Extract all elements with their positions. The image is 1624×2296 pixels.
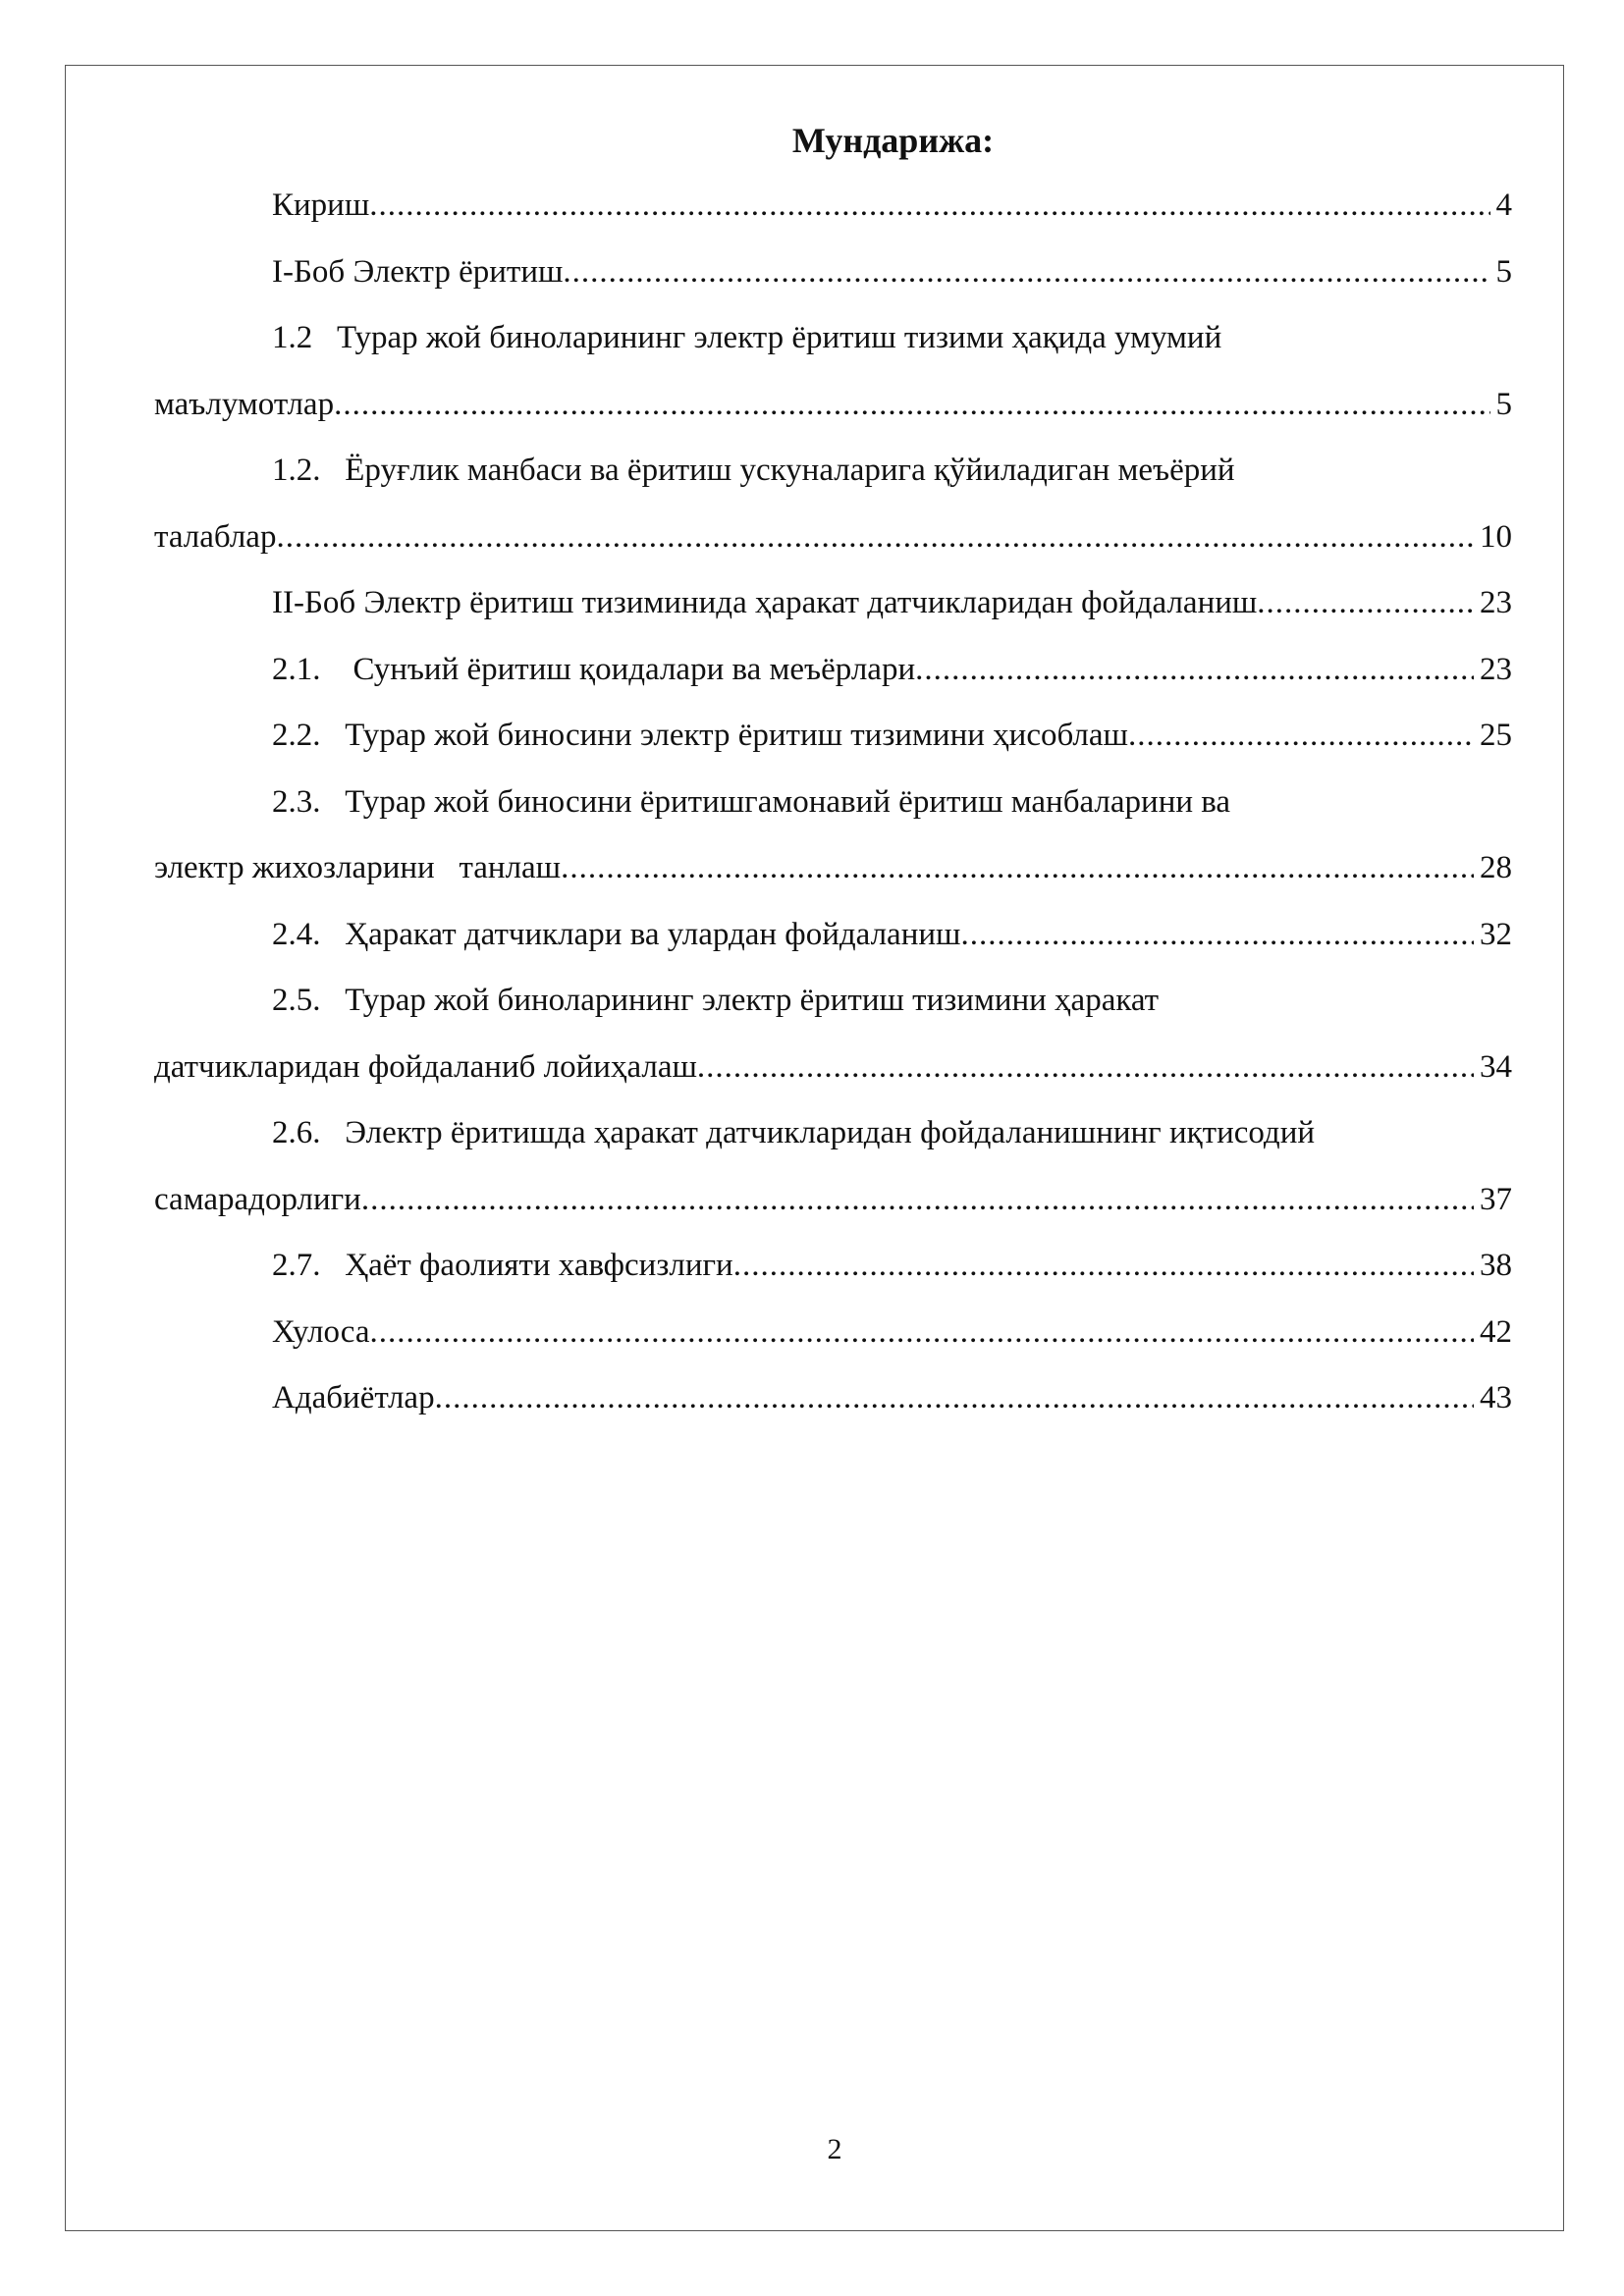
toc-entry-section-1-2a[interactable] — [154, 305, 1512, 372]
toc-page-number: 10 — [1480, 518, 1512, 555]
toc-leader-dots — [276, 505, 1474, 571]
toc-entry-text: 2.6. Электр ёритишда ҳаракат датчикларидан фойдаланишнинг иқтисодий — [272, 1115, 1316, 1150]
toc-entry-chapter-1[interactable] — [154, 240, 1512, 306]
toc-entry-references[interactable] — [154, 1365, 1512, 1432]
toc-page-number: 28 — [1480, 850, 1512, 885]
toc-entry-section-2-5[interactable] — [154, 968, 1512, 1035]
toc-title: Мундарижа: — [791, 121, 995, 160]
toc-leader-dots — [369, 173, 1489, 240]
toc-leader-dots — [960, 902, 1474, 969]
toc-entry-text: Кириш — [272, 187, 370, 223]
toc-entry-text: 2.3. Турар жой биносини ёритишгамонавий ёритиш манбаларини ва — [272, 783, 1231, 820]
toc-entry-text: 1.2. Ёруғлик манбаси ва ёритиш ускуналарига қўйиладиган меъёрий — [272, 453, 1235, 488]
toc-leader-dots — [361, 1167, 1474, 1234]
toc-entry-text: 2.2. Турар жой биносини электр ёритиш тизимини ҳисоблаш — [272, 718, 1128, 753]
toc-entry-text: II-Боб Электр ёритиш тизиминида ҳаракат датчикларидан фойдаланиш — [272, 585, 1258, 620]
toc-entry-text: самарадорлиги — [154, 1181, 361, 1217]
toc-page-number: 4 — [1495, 187, 1512, 223]
toc-entry-text: электр жихозларини танлаш — [154, 850, 562, 885]
toc-page-number: 43 — [1480, 1380, 1512, 1415]
toc-entry-text: 1.2 Турар жой биноларининг электр ёритиш тизими ҳақида умумий — [272, 320, 1222, 355]
toc-leader-dots — [915, 637, 1474, 704]
toc-entry-section-1-2b[interactable] — [154, 438, 1512, 505]
toc-entry-section-2-1[interactable] — [154, 637, 1512, 704]
toc-entry-text: маълумотлар — [154, 386, 335, 422]
page-number: 2 — [827, 2133, 842, 2165]
toc-entry-text: 2.7. Ҳаёт фаолияти хавфсизлиги — [272, 1248, 733, 1283]
toc-entry-section-1-2a-continued[interactable] — [154, 372, 1512, 439]
toc-page-number: 25 — [1480, 718, 1512, 753]
toc-page-number: 5 — [1495, 253, 1512, 290]
toc-entry-section-2-4[interactable] — [154, 902, 1512, 969]
toc-entry-section-2-3-continued[interactable] — [154, 835, 1512, 902]
toc-page-number: 42 — [1480, 1313, 1512, 1350]
toc-entry-section-2-6-continued[interactable] — [154, 1167, 1512, 1234]
toc-entry-section-2-3[interactable] — [154, 770, 1512, 836]
toc-entry-text: 2.5. Турар жой биноларининг электр ёритиш тизимини ҳаракат — [272, 983, 1160, 1018]
toc-page-number: 34 — [1480, 1048, 1512, 1085]
toc-leader-dots — [334, 372, 1489, 439]
toc-leader-dots — [1257, 570, 1474, 637]
toc-page-number: 23 — [1480, 585, 1512, 620]
toc-entry-introduction[interactable] — [154, 173, 1512, 240]
toc-entry-text: Хулоса — [272, 1313, 370, 1350]
toc-leader-dots — [563, 240, 1489, 306]
toc-entry-section-2-6[interactable] — [154, 1100, 1512, 1167]
toc-leader-dots — [697, 1035, 1474, 1101]
toc-leader-dots — [369, 1300, 1474, 1366]
toc-leader-dots — [733, 1233, 1474, 1300]
toc-entry-section-2-7[interactable] — [154, 1233, 1512, 1300]
toc-page-number: 5 — [1495, 386, 1512, 422]
toc-entry-section-2-5-continued[interactable] — [154, 1035, 1512, 1101]
toc-page-number: 37 — [1480, 1181, 1512, 1217]
toc-leader-dots — [1128, 703, 1474, 770]
toc-entry-chapter-2[interactable] — [154, 570, 1512, 637]
toc-leader-dots — [435, 1365, 1474, 1432]
toc-entry-text: датчикларидан фойдаланиб лойиҳалаш — [154, 1048, 697, 1085]
toc-page-number: 32 — [1480, 916, 1512, 952]
toc-entry-section-1-2b-continued[interactable] — [154, 505, 1512, 571]
table-of-contents — [154, 173, 1512, 1432]
toc-entry-section-2-2[interactable] — [154, 703, 1512, 770]
toc-entry-text: талаблар — [154, 518, 277, 555]
toc-entry-text: Адабиётлар — [272, 1380, 435, 1415]
toc-entry-conclusion[interactable] — [154, 1300, 1512, 1366]
toc-leader-dots — [561, 835, 1474, 902]
toc-entry-text: 2.4. Ҳаракат датчиклари ва улардан фойдаланиш — [272, 916, 961, 952]
toc-entry-text: 2.1. Сунъий ёритиш қоидалари ва меъёрлари — [272, 651, 916, 687]
toc-page-number: 23 — [1480, 651, 1512, 687]
toc-page-number: 38 — [1480, 1248, 1512, 1283]
toc-entry-text: I-Боб Электр ёритиш — [272, 253, 564, 290]
